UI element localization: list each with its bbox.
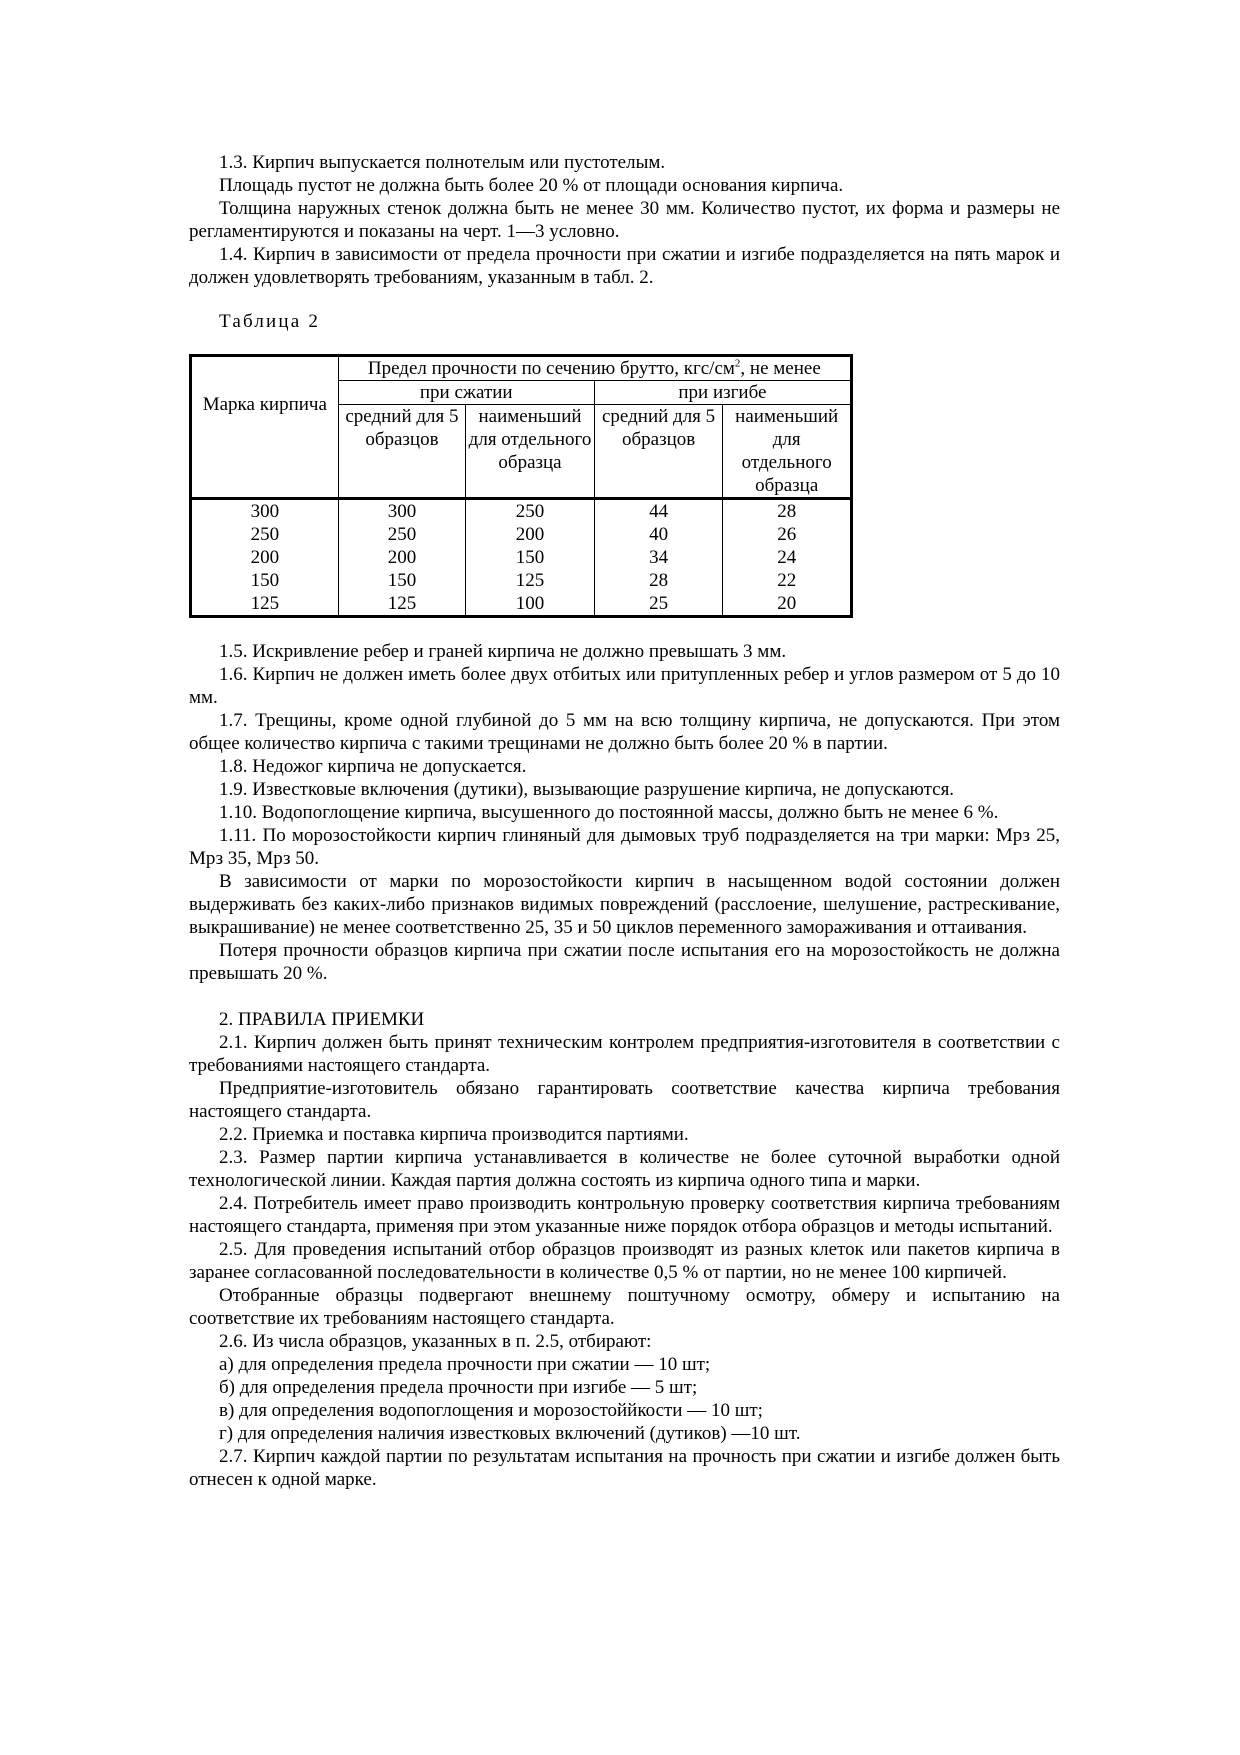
cell-bending-avg: 40 xyxy=(594,523,723,546)
header-mark: Марка кирпича xyxy=(191,356,339,499)
paragraph-1-8: 1.8. Недожог кирпича не допускается. xyxy=(219,756,527,777)
list-item: б) для определения предела прочности при изгибе — 5 шт; xyxy=(219,1377,698,1398)
list-item: г) для определения наличия известковых включений (дутиков) —10 шт. xyxy=(219,1423,801,1444)
paragraph-2-3: 2.3. Размер партии кирпича устанавливается в количестве не более суточной выработки одной технологической линии. Каждая партия должна состоять из кирпича одного типа и марки. xyxy=(189,1147,1060,1191)
header-compression-min: наименьший для отдельного образца xyxy=(466,405,595,499)
cell-bending-avg: 25 xyxy=(594,592,723,617)
strength-table xyxy=(189,354,853,618)
cell-compression-avg: 200 xyxy=(338,546,466,569)
header-bending-min: наименьший для отдельного образца xyxy=(723,405,852,499)
cell-mark: 150 xyxy=(250,570,280,591)
cell-bending-avg: 34 xyxy=(594,546,723,569)
list-item: а) для определения предела прочности при сжатии — 10 шт; xyxy=(219,1354,711,1375)
paragraph-2-5: 2.5. Для проведения испытаний отбор образцов производят из разных клеток или пакетов кирпича в заранее согласованной последовательности в количестве 0,5 % от партии, но не менее 100 кирпичей. xyxy=(189,1239,1060,1283)
paragraph-manufacturer-guarantee: Предприятие-изготовитель обязано гарантировать соответствие качества кирпича требования настоящего стандарта. xyxy=(189,1078,1060,1122)
cell-compression-avg: 125 xyxy=(338,592,466,617)
table-row xyxy=(191,546,852,569)
cell-bending-min: 28 xyxy=(723,499,852,524)
paragraph-2-2: 2.2. Приемка и поставка кирпича производится партиями. xyxy=(219,1124,689,1145)
table-row xyxy=(191,592,852,617)
cell-mark: 125 xyxy=(250,593,280,614)
paragraph-1-9: 1.9. Известковые включения (дутики), вызывающие разрушение кирпича, не допускаются. xyxy=(219,779,955,800)
cell-bending-min: 20 xyxy=(723,592,852,617)
cell-bending-min: 24 xyxy=(723,546,852,569)
cell-mark: 250 xyxy=(250,524,280,545)
paragraph-wall-thickness: Толщина наружных стенок должна быть не менее 30 мм. Количество пустот, их форма и размеры не регламентируются и показаны на черт. 1—3 условно. xyxy=(189,198,1060,242)
table-row xyxy=(191,499,852,524)
header-bending: при изгибе xyxy=(594,381,851,405)
paragraph-1-6: 1.6. Кирпич не должен иметь более двух отбитых или притупленных ребер и углов размером от 5 до 10 мм. xyxy=(189,664,1060,708)
cell-compression-avg: 250 xyxy=(338,523,466,546)
paragraph-2-1: 2.1. Кирпич должен быть принят техническим контролем предприятия-изготовителя в соответствии с требованиями настоящего стандарта. xyxy=(189,1032,1060,1076)
cell-mark: 300 xyxy=(250,501,280,522)
paragraph-2-4: 2.4. Потребитель имеет право производить контрольную проверку соответствия кирпича требованиям настоящего стандарта, применяя при этом указанные ниже порядок отбора образцов и методы испытаний. xyxy=(189,1193,1060,1237)
header-compression: при сжатии xyxy=(338,381,594,405)
cell-compression-min: 100 xyxy=(466,592,595,617)
cell-mark: 200 xyxy=(250,547,280,568)
cell-bending-avg: 28 xyxy=(594,569,723,592)
cell-compression-min: 150 xyxy=(466,546,595,569)
header-compression-avg: средний для 5 образцов xyxy=(338,405,466,499)
paragraph-1-7: 1.7. Трещины, кроме одной глубиной до 5 мм на всю толщину кирпича, не допускаются. При этом общее количество кирпича с такими трещинами не должно быть более 20 % в партии. xyxy=(189,710,1060,754)
paragraph-voids-area: Площадь пустот не должна быть более 20 % от площади основания кирпича. xyxy=(219,175,844,196)
paragraph-strength-loss: Потеря прочности образцов кирпича при сжатии после испытания его на морозостойкость не должна превышать 20 %. xyxy=(189,940,1060,984)
header-bending-avg: средний для 5 образцов xyxy=(594,405,723,499)
section-2-title: 2. ПРАВИЛА ПРИЕМКИ xyxy=(219,1009,425,1030)
table-row xyxy=(191,523,852,546)
cell-compression-min: 200 xyxy=(466,523,595,546)
paragraph-1-4: 1.4. Кирпич в зависимости от предела прочности при сжатии и изгибе подразделяется на пять марок и должен удовлетворять требованиям, указанным в табл. 2. xyxy=(189,244,1060,288)
cell-compression-avg: 300 xyxy=(338,499,466,524)
table-caption: Таблица 2 xyxy=(219,311,321,332)
paragraph-1-10: 1.10. Водопоглощение кирпича, высушенного до постоянной массы, должно быть не менее 6 %. xyxy=(219,802,999,823)
paragraph-inspection: Отобранные образцы подвергают внешнему поштучному осмотру, обмеру и испытанию на соответствие их требованиям настоящего стандарта. xyxy=(189,1285,1060,1329)
cell-compression-min: 125 xyxy=(466,569,595,592)
cell-bending-avg: 44 xyxy=(594,499,723,524)
header-strength: Предел прочности по сечению брутто, кгс/$см^2$, не менее xyxy=(338,356,851,381)
list-item: в) для определения водопоглощения и морозостоййкости — 10 шт; xyxy=(219,1400,763,1421)
paragraph-1-11: 1.11. По морозостойкости кирпич глиняный для дымовых труб подразделяется на три марки: Мрз 25, Мрз 35, Мрз 50. xyxy=(189,825,1060,869)
paragraph-1-5: 1.5. Искривление ребер и граней кирпича не должно превышать 3 мм. xyxy=(219,641,787,662)
cell-bending-min: 22 xyxy=(723,569,852,592)
paragraph-2-6: 2.6. Из числа образцов, указанных в п. 2.5, отбирают: xyxy=(219,1331,652,1352)
paragraph-frost-cycles: В зависимости от марки по морозостойкости кирпич в насыщенном водой состоянии должен выдерживать без каких-либо признаков видимых повреждений (расслоение, шелушение, растрескивание, выкрашивание) не менее соответственно 25, 35 и 50 циклов переменного замораживания и оттаивания. xyxy=(189,871,1060,938)
paragraph-1-3: 1.3. Кирпич выпускается полнотелым или пустотелым. xyxy=(219,152,666,173)
cell-compression-avg: 150 xyxy=(338,569,466,592)
paragraph-2-7: 2.7. Кирпич каждой партии по результатам испытания на прочность при сжатии и изгибе должен быть отнесен к одной марке. xyxy=(189,1446,1060,1490)
cell-bending-min: 26 xyxy=(723,523,852,546)
cell-compression-min: 250 xyxy=(466,499,595,524)
document-page xyxy=(189,151,1060,1491)
table-row xyxy=(191,569,852,592)
